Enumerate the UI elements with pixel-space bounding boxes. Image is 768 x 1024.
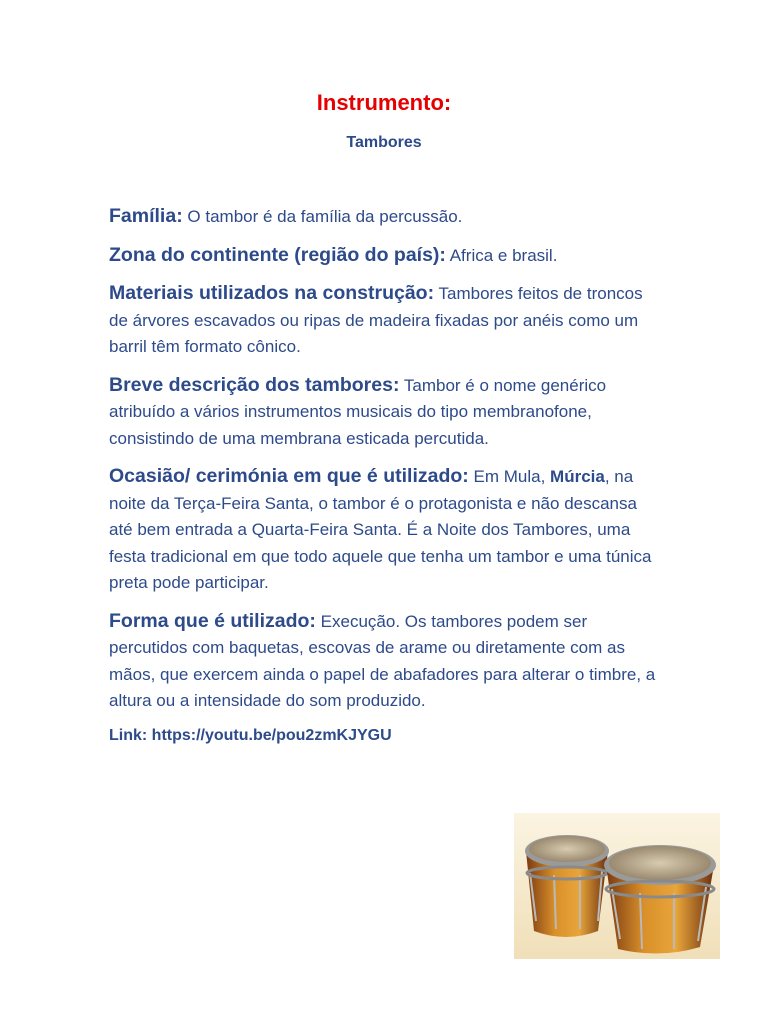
section-text: Tambores feitos de troncos de árvores escavados ou ripas de madeira fixadas por anéis como um barril têm formato cônico. xyxy=(109,284,643,356)
section-ocasiao xyxy=(109,463,664,597)
section-label: Breve descrição dos tambores: xyxy=(109,373,400,396)
section-label: Materiais utilizados na construção: xyxy=(109,282,435,304)
section-label: Forma que é utilizado: xyxy=(109,609,316,632)
section-familia xyxy=(109,203,664,231)
section-zona xyxy=(109,242,664,270)
section-text: Tambor é o nome genérico atribuído a vários instrumentos musicais do tipo membranofone, consistindo de uma membrana esticada percutida. xyxy=(109,375,607,448)
large-drum xyxy=(604,845,716,954)
section-text: Execução. Os tambores podem ser percutidos com baquetas, escovas de arame ou diretamente com as mãos, que exercem ainda o papel de abafadores para alterar o timbre, a altura ou a intensidade do som produzido. xyxy=(109,611,656,710)
document-body xyxy=(109,203,664,745)
section-materiais xyxy=(109,280,664,361)
section-label: Zona do continente (região do país): xyxy=(109,243,446,266)
place-name: Múrcia xyxy=(550,467,605,486)
section-label: Ocasião/ cerimónia em que é utilizado: xyxy=(109,465,469,487)
video-link[interactable]: Link: https://youtu.be/pou2zmKJYGU xyxy=(109,726,392,744)
small-drum xyxy=(525,835,609,937)
section-text: O tambor é da família da percussão. xyxy=(187,207,463,226)
section-label: Família: xyxy=(109,205,183,227)
section-forma xyxy=(109,608,664,715)
bongo-drums-photo xyxy=(514,813,720,959)
page-title: Instrumento: xyxy=(316,90,452,115)
instrument-name: Tambores xyxy=(346,134,422,151)
section-text: Africa e brasil. xyxy=(449,245,558,265)
section-text: Em Mula, xyxy=(473,467,551,486)
section-descricao xyxy=(109,372,664,453)
section-text: , na noite da Terça-Feira Santa, o tambor é o protagonista e não descansa até bem entrada a Quarta-Feira Santa. É a Noite dos Tambores, uma festa tradicional em que todo aquele que tenha um tambor e uma túnica preta pode participar. xyxy=(109,467,652,592)
